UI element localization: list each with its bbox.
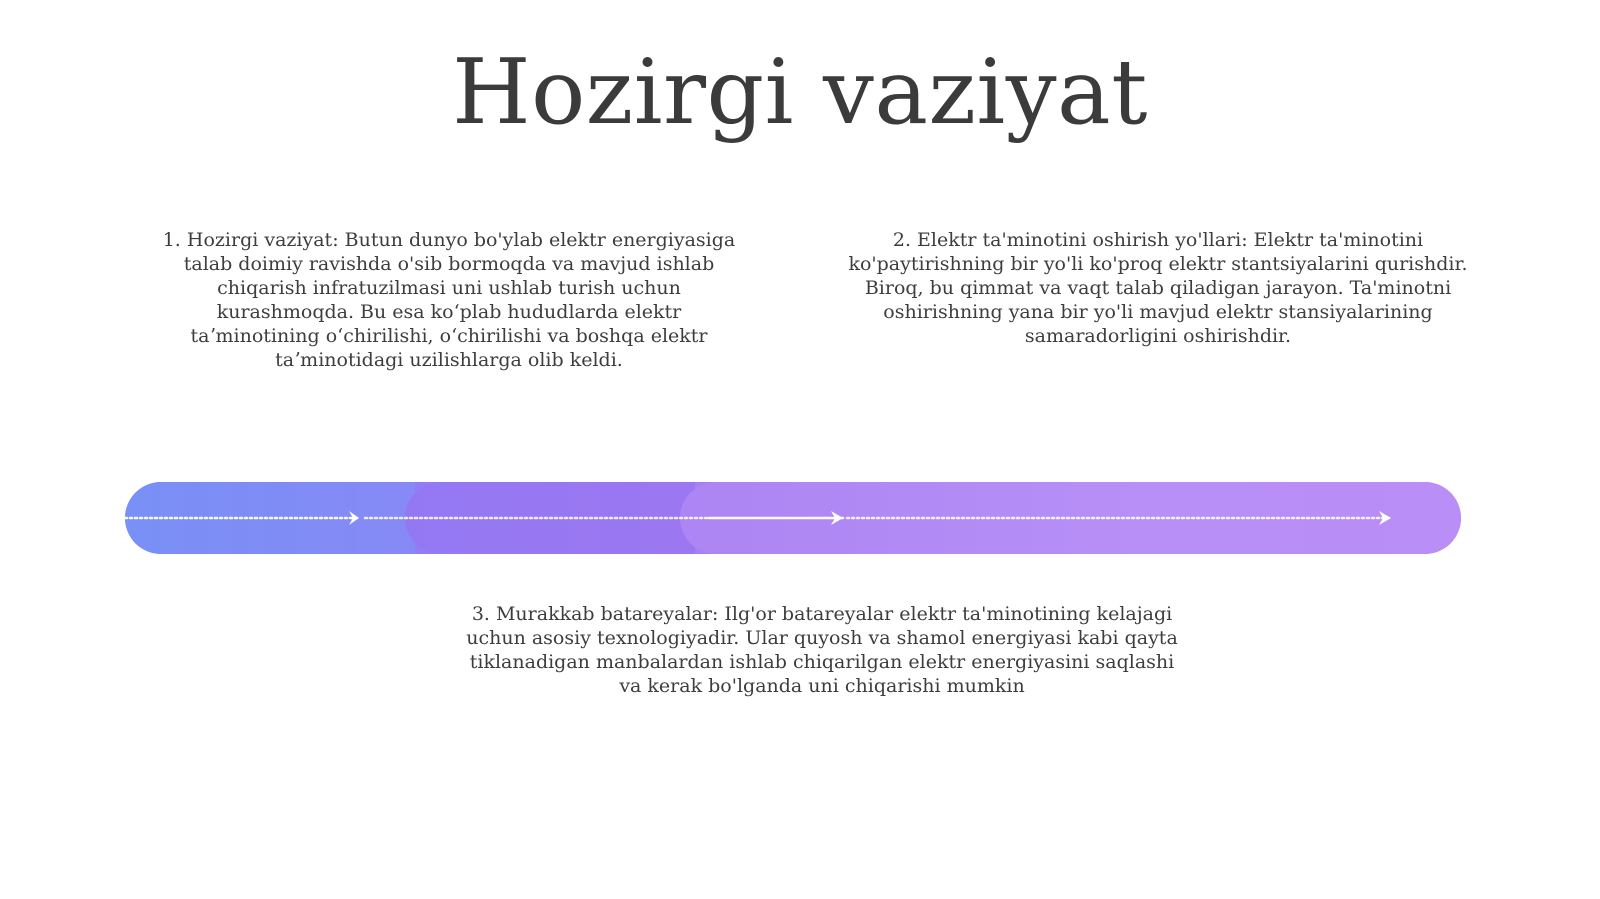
point-1-text: 1. Hozirgi vaziyat: Butun dunyo bo'ylab elektr energiyasiga talab doimiy ravishda o'sib bormoqda va mavjud ishlab chiqarish infratuzilmasi uni ushlab turish uchun kurashmoqda. Bu esa koʻplab hududlarda elektr taʼminotining oʻchirilishi, oʻchirilishi va boshqa elektr taʼminotidagi uzilishlarga olib keldi. (162, 229, 736, 371)
point-3-text: 3. Murakkab batareyalar: Ilg'or batareyalar elektr ta'minotining kelajagi uchun asosiy texnologiyadir. Ular quyosh va shamol energiyasi kabi qayta tiklanadigan manbalardan ishlab chiqarilgan elektr energiyasini saqlashi va kerak bo'lganda uni chiqarishi mumkin (466, 603, 1178, 697)
timeline-bar (125, 482, 1461, 554)
timeline-arrows (125, 482, 1461, 554)
slide-title: Hozirgi vaziyat (452, 40, 1148, 145)
point-2-text: 2. Elektr ta'minotini oshirish yo'llari: Elektr ta'minotini ko'paytirishning bir yo'li ko'proq elektr stantsiyalarini qurishdir. Biroq, bu qimmat va vaqt talab qiladigan jarayon. Ta'minotni oshirishning yana bir yo'li mavjud elektr stansiyalarining samaradorligini oshirishdir. (848, 229, 1468, 347)
